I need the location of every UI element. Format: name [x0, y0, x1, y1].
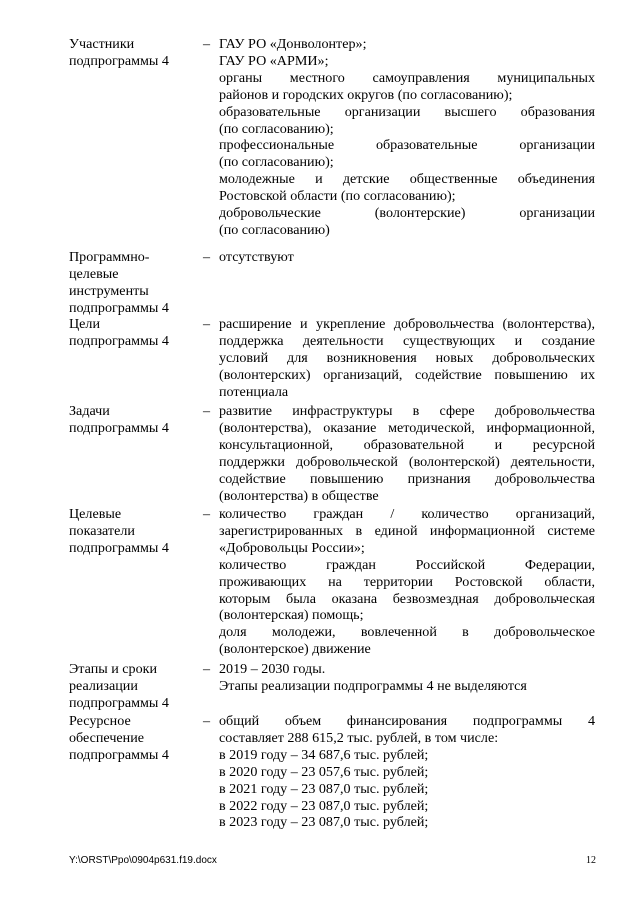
row-label-line: подпрограммы 4 [69, 539, 169, 556]
row-content-line: в 2022 году – 23 087,0 тыс. рублей; [219, 797, 429, 814]
row-label-line: подпрограммы 4 [69, 419, 169, 436]
row-content-line: (по согласованию); [219, 120, 334, 137]
row-content-line: в 2021 году – 23 087,0 тыс. рублей; [219, 780, 429, 797]
row-content [219, 36, 595, 239]
row-label-line: реализации [69, 677, 138, 694]
footer-page-number: 12 [586, 855, 596, 866]
footer-file-path: Y:\ORST\Ppo\0904p631.f19.docx [69, 855, 217, 866]
row-label-line: обеспечение [69, 729, 145, 746]
row-content [219, 506, 595, 658]
row-dash: – [203, 316, 211, 332]
row-label-line: показатели [69, 522, 135, 539]
row-content-line: проживающих на территории Ростовской области, [219, 573, 595, 590]
row-content-line: добровольческие (волонтерские) организации [219, 205, 595, 222]
row-content-line: (волонтерства), оказание методической, информационной, [219, 419, 595, 436]
row-content-line: в 2023 году – 23 087,0 тыс. рублей; [219, 814, 429, 831]
row-label-line: Участники [69, 36, 135, 52]
row-content [219, 249, 595, 266]
row-label-line: Задачи [69, 403, 110, 419]
row-dash: – [203, 506, 211, 522]
row-label-line: подпрограммы 4 [69, 299, 169, 316]
row-content-line: Ростовской области (по согласованию); [219, 188, 456, 205]
row-content-line: поддержки добровольческой (волонтерской) деятельности, [219, 453, 595, 470]
row-content-line: консультационной, образовательной и ресурсной [219, 436, 595, 453]
row-label [69, 506, 201, 557]
row-label [69, 249, 201, 317]
row-content-line: (волонтерское) движение [219, 641, 371, 658]
row-content-line: отсутствуют [219, 249, 294, 265]
row-content-line: (волонтерства) в обществе [219, 487, 379, 504]
row-content-line: в 2020 году – 23 057,6 тыс. рублей; [219, 763, 429, 780]
row-content-line: в 2019 году – 34 687,6 тыс. рублей; [219, 746, 429, 763]
row-content-line: органы местного самоуправления муниципальных [219, 69, 595, 86]
row-label-line: Цели [69, 316, 101, 332]
row-content-line: зарегистрированных в единой информационной системе [219, 522, 595, 539]
row-label [69, 316, 201, 350]
row-content-line: 2019 – 2030 годы. [219, 661, 326, 677]
row-content-line: общий объем финансирования подпрограммы 4 [219, 713, 595, 729]
row-label-line: подпрограммы 4 [69, 746, 169, 763]
row-label-line: Ресурсное [69, 713, 131, 729]
row-content [219, 316, 595, 401]
row-dash: – [203, 249, 211, 265]
row-content-line: (по согласованию) [219, 221, 330, 238]
row-label [69, 36, 201, 70]
row-content-line: (по согласованию); [219, 154, 334, 171]
row-content-line: количество граждан / количество организаций, [219, 506, 595, 522]
row-content-line: расширение и укрепление добровольчества (волонтерства), [219, 316, 595, 332]
row-content-line: районов и городских округов (по согласованию); [219, 86, 513, 103]
row-label-line: Этапы и сроки [69, 661, 158, 677]
row-content-line: (волонтерских) организаций, содействие повышению их [219, 366, 595, 383]
row-content-line: молодежные и детские общественные объединения [219, 171, 595, 188]
row-content [219, 713, 595, 831]
row-label-line: Программно- [69, 249, 150, 265]
row-content-line: доля молодежи, вовлеченной в добровольческое [219, 624, 595, 641]
row-content-line: «Добровольцы России»; [219, 539, 365, 556]
row-label-line: подпрограммы 4 [69, 332, 169, 349]
row-content-line: условий для возникновения новых добровольческих [219, 349, 595, 366]
row-content-line: ГАУ РО «АРМИ»; [219, 52, 329, 69]
row-content-line: составляет 288 615,2 тыс. рублей, в том числе: [219, 729, 499, 746]
row-content-line: поддержка деятельности существующих и создание [219, 332, 595, 349]
row-content-line: образовательные организации высшего образования [219, 103, 595, 120]
row-content-line: количество граждан Российской Федерации, [219, 556, 595, 573]
row-label-line: подпрограммы 4 [69, 694, 169, 711]
row-label [69, 661, 201, 712]
row-dash: – [203, 661, 211, 677]
row-content-line: развитие инфраструктуры в сфере добровольчества [219, 403, 595, 419]
row-label-line: подпрограммы 4 [69, 52, 169, 69]
row-label-line: инструменты [69, 282, 149, 299]
row-content-line: которым была оказана безвозмездная добровольческая [219, 590, 595, 607]
row-label-line: Целевые [69, 506, 122, 522]
row-content-line: ГАУ РО «Донволонтер»; [219, 36, 367, 52]
row-content [219, 403, 595, 504]
row-label [69, 713, 201, 764]
row-dash: – [203, 36, 211, 52]
row-content-line: профессиональные образовательные организации [219, 137, 595, 154]
row-content-line: (волонтерская) помощь; [219, 607, 364, 624]
row-label-line: целевые [69, 265, 119, 282]
row-content [219, 661, 595, 695]
row-label [69, 403, 201, 437]
row-content-line: потенциала [219, 383, 289, 400]
row-content-line: Этапы реализации подпрограммы 4 не выделяются [219, 677, 527, 694]
row-dash: – [203, 403, 211, 419]
row-content-line: содействие повышению признания добровольчества [219, 470, 595, 487]
row-dash: – [203, 713, 211, 729]
